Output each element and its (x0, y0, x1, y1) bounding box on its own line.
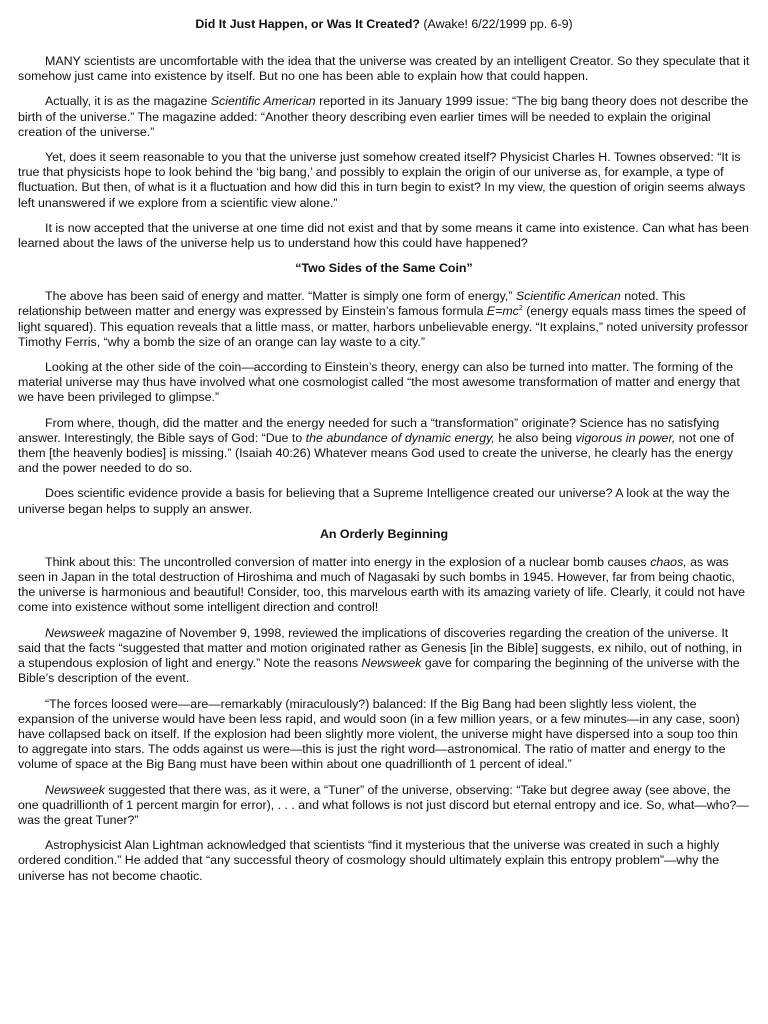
p9-text-a: Think about this: The uncontrolled conversion of matter into energy in the explosion of a nuclear bomb causes (45, 554, 651, 569)
document-title (18, 17, 750, 32)
p7-italic-b: the abundance of dynamic energy, (305, 430, 495, 445)
section-heading-two-sides: “Two Sides of the Same Coin” (295, 261, 473, 276)
paragraph-10 (18, 626, 750, 687)
p2-italic-magazine: Scientific American (210, 94, 316, 109)
p5-formula-exponent: 2 (518, 305, 523, 313)
p7-text-c: he also being (494, 430, 576, 445)
paragraph-13: Astrophysicist Alan Lightman acknowledged that scientists “find it mysterious that the universe was created in such a highly ordered condition.” He added that “any successful theory of cosmology should ultimately explain this entropy problem”—why the universe has not become chaotic. (18, 838, 720, 883)
paragraph-7 (18, 416, 750, 477)
paragraph-8: Does scientific evidence provide a basis for believing that a Supreme Intelligence created our universe? A look at the way the universe began helps to supply an answer. (18, 486, 730, 516)
p9-text-c: as was seen in Japan in the total destruction of Hiroshima and much of Nagasaki by such bombs in 1945. However, far from being chaotic, the universe is harmonious and beautiful! Consider, too, this marvelous earth with its amazing variety of life. Clearly, it could not have come into existence without some intelligent direction and control! (18, 554, 746, 615)
paragraph-11: “The forces loosed were—are—remarkably (miraculously?) balanced: If the Big Bang had been slightly less violent, the expansion of the universe would have been less rapid, and would soon (in a few million years, or a few minutes—in any case, soon) have collapsed back on itself. If the explosion had been slightly more violent, the universe might have dispersed into a soup too thin to aggregate into stars. The odds against us were—this is just the right word—astronomical. The ratio of matter and energy to the volume of space at the Big Bang must have been within about one quadrillionth of 1 percent of ideal.” (18, 696, 740, 772)
paragraph-3: Yet, does it seem reasonable to you that the universe just somehow created itself? Physicist Charles H. Townes observed: “It is true that physicists hope to look behind the ‘big bang,’ and possibly to explain the origin of our universe as, for example, a type of fluctuation. But then, of what is it a fluctuation and how did this in turn begin to exist? In my view, the question of origin seems always left unanswered if we explore from a scientific view alone.” (18, 150, 746, 210)
p5-italic-magazine: Scientific American (515, 289, 621, 304)
paragraph-9 (18, 555, 750, 616)
p7-text-e: not one of them [the heavenly bodies] is missing.” (Isaiah 40:26) Whatever means God used to create the universe, he clearly has the energy and the power needed to do so. (18, 430, 734, 476)
paragraph-6: Looking at the other side of the coin—according to Einstein’s theory, energy can also be turned into matter. The forming of the material universe may thus have involved what one cosmologist called “the most awesome transformation of matter and energy that we have been privileged to glimpse.” (18, 360, 740, 405)
p7-italic-d: vigorous in power, (575, 430, 676, 445)
p5-text-a: The above has been said of energy and matter. “Matter is simply one form of energy,” (45, 289, 516, 304)
paragraph-4: It is now accepted that the universe at one time did not exist and that by some means it came into existence. Can what has been learned about the laws of the universe help us to understand how this could have happened? (18, 220, 749, 251)
p10-text-d: gave for comparing the beginning of the universe with the Bible’s description of the event. (18, 656, 740, 686)
p5-text-f: (energy equals mass times the speed of light squared). This equation reveals that a little mass, or matter, harbors unbelievable energy. “It explains,” noted university professor Timothy Ferris, “why a bomb the size of an orange can lay waste to a city.” (18, 304, 749, 349)
p12-text-b: suggested that there was, as it were, a “Tuner” of the universe, observing: “Take but degree away (see above, the one quadrillionth of 1 percent margin for error), . . . and what follows is not just discord but eternal entropy and ice. So, what—who?—was the great Tuner?” (18, 782, 749, 827)
title-text: Did It Just Happen, or Was It Created? (195, 17, 420, 31)
p2-text-a: Actually, it is as the magazine (45, 94, 211, 109)
p10-italic-newsweek: Newsweek (45, 625, 105, 640)
section-heading-orderly-beginning: An Orderly Beginning (319, 526, 449, 541)
title-source: (Awake! 6/22/1999 pp. 6-9) (419, 17, 573, 31)
p7-text-a: From where, though, did the matter and the energy needed for such a “transformation” originate? Science has no satisfying answer. Interestingly, the Bible says of God: “Due to (18, 415, 720, 445)
p5-text-c: noted. This relationship between matter and energy was expressed by Einstein’s famous formula (18, 289, 686, 319)
p12-italic-newsweek: Newsweek (45, 782, 105, 797)
paragraph-12 (18, 783, 750, 829)
p5-formula: E=mc (486, 304, 519, 319)
p9-italic-chaos: chaos, (650, 554, 687, 569)
p2-text-c: reported in its January 1999 issue: “The big bang theory does not describe the birth of the universe.” The magazine added: “Another theory describing even earlier times will be needed to explain the original creation of the universe.” (18, 94, 749, 139)
paragraph-1: MANY scientists are uncomfortable with the idea that the universe was created by an intelligent Creator. So they speculate that it somehow just came into existence by itself. But no one has been able to explain how that could happen. (18, 54, 750, 84)
paragraph-5 (18, 289, 750, 350)
paragraph-2 (18, 94, 750, 140)
p10-italic-newsweek-2: Newsweek (361, 656, 422, 671)
p10-text-b: magazine of November 9, 1998, reviewed the implications of discoveries regarding the creation of the universe. It said that the facts “suggested that matter and motion originated rather as Genesis [in the Bible] suggests, ex nihilo, out of nothing, in a stupendous explosion of light and energy.” Note the reasons (18, 625, 742, 671)
